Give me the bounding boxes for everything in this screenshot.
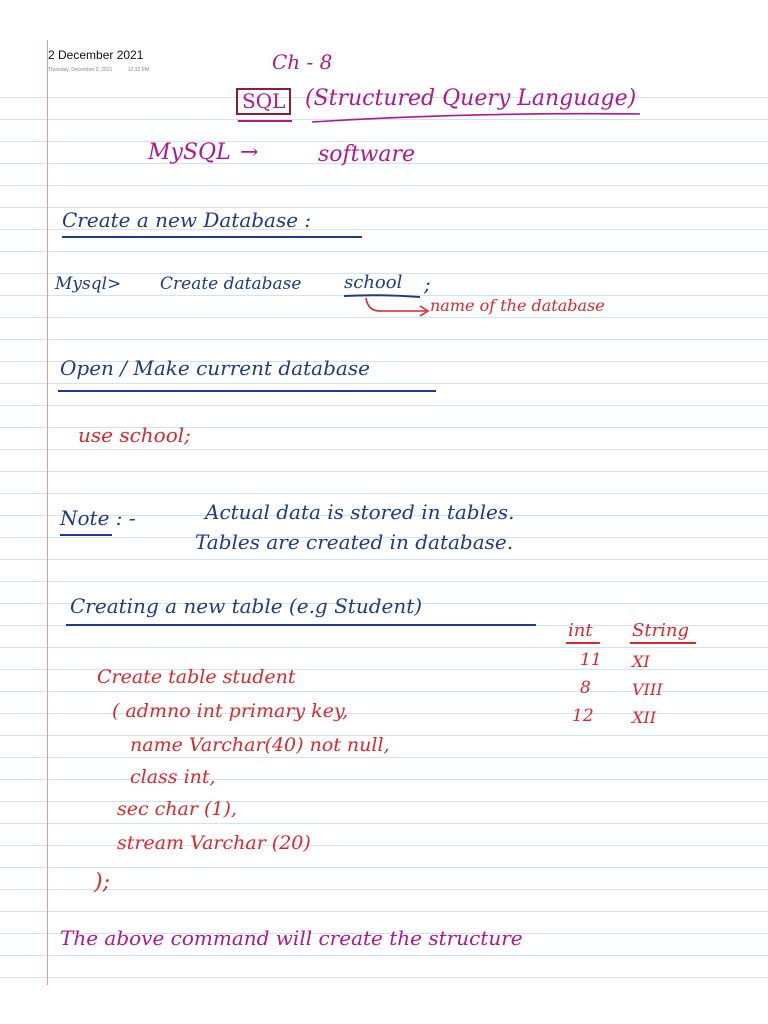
example-header-string: String — [632, 620, 690, 641]
school-word: school — [344, 272, 403, 293]
create-db-command: Create database — [160, 274, 302, 294]
open-db-heading: Open / Make current database — [60, 356, 370, 380]
annotation-arrow-stroke — [366, 298, 426, 311]
create-table-heading: Creating a new table (e.g Student) — [70, 594, 423, 618]
timestamp-time: 12:32 PM — [127, 67, 150, 73]
table-line-2: ( admno int primary key, — [112, 700, 349, 722]
example-row-1-string: XI — [632, 652, 650, 671]
example-row-3-string: XII — [632, 708, 657, 727]
note-line-1: Actual data is stored in tables. — [205, 500, 515, 524]
table-line-7: ); — [94, 870, 110, 895]
semicolon-1: ; — [424, 272, 431, 296]
sql-word: SQL — [242, 89, 286, 113]
sql-full-name: (Structured Query Language) — [305, 86, 637, 111]
sql-full-underline-stroke — [312, 114, 640, 122]
mysql-prompt: Mysql> — [55, 274, 122, 294]
table-line-1: Create table student — [97, 666, 296, 688]
table-line-6: stream Varchar (20) — [117, 832, 311, 854]
database-name-annotation: name of the database — [430, 296, 605, 315]
example-header-int: int — [568, 620, 593, 641]
mysql-label: MySQL — [148, 140, 231, 165]
table-line-4: class int, — [130, 766, 216, 788]
example-row-2-string: VIII — [632, 680, 663, 699]
use-command: use school; — [78, 423, 191, 447]
table-line-5: sec char (1), — [117, 798, 237, 820]
note-line-2: Tables are created in database. — [195, 530, 514, 554]
bottom-sentence: The above command will create the structure — [60, 926, 523, 950]
page-date: 2 December 2021 — [48, 48, 144, 62]
create-db-heading: Create a new Database : — [62, 208, 312, 232]
table-line-3: name Varchar(40) not null, — [130, 734, 390, 756]
note-label: Note : - — [60, 506, 136, 530]
school-underline-stroke — [344, 295, 420, 297]
example-row-1-int: 11 — [580, 650, 602, 670]
chapter-label: Ch - 8 — [272, 50, 333, 74]
example-row-3-int: 12 — [572, 706, 594, 726]
arrow-glyph: → — [240, 140, 259, 165]
timestamp-day: Thursday, December 2, 2021 — [48, 67, 113, 73]
software-label: software — [318, 142, 416, 167]
example-row-2-int: 8 — [580, 678, 591, 698]
